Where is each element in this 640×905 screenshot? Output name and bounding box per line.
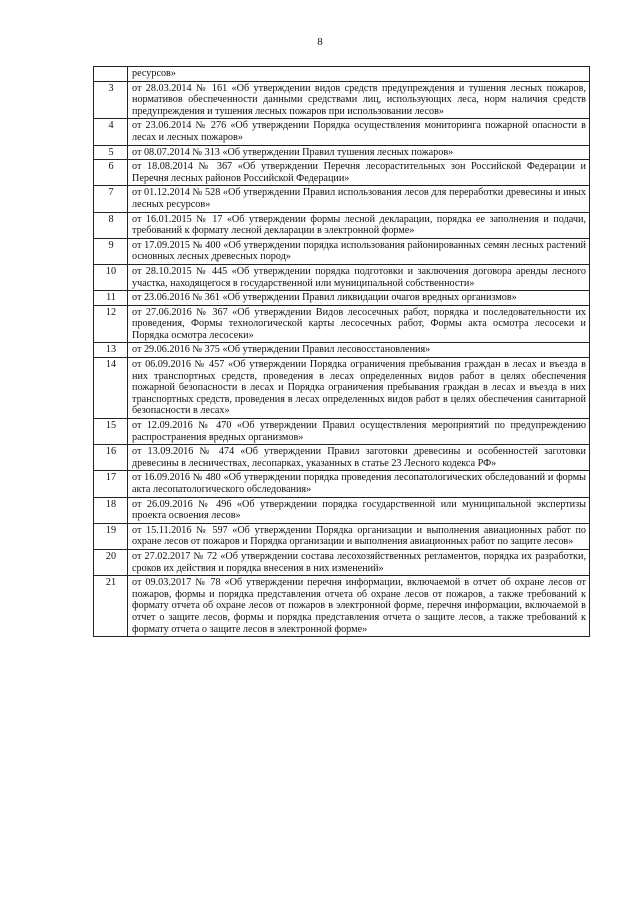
table-row <box>94 576 590 637</box>
row-text: от 23.06.2014 № 276 «Об утверждении Порядка осуществления мониторинга пожарной опасности в лесах и лесных пожаров» <box>128 119 590 145</box>
row-number: 19 <box>94 523 128 549</box>
row-number: 4 <box>94 119 128 145</box>
row-number: 10 <box>94 264 128 290</box>
table-row <box>94 445 590 471</box>
row-number: 20 <box>94 549 128 575</box>
table-row <box>94 145 590 160</box>
row-number: 5 <box>94 145 128 160</box>
table-row <box>94 186 590 212</box>
row-text: от 17.09.2015 № 400 «Об утверждении порядка использования районированных семян лесных растений основных лесных древесных пород» <box>128 238 590 264</box>
row-text: от 15.11.2016 № 597 «Об утверждении Порядка организации и выполнения авиационных работ по охране лесов от пожаров и Порядка организации и выполнения авиационных работ по защите лесов» <box>128 523 590 549</box>
row-text: от 23.06.2016 № 361 «Об утверждении Правил ликвидации очагов вредных организмов» <box>128 291 590 306</box>
table-row <box>94 419 590 445</box>
legal-acts-table <box>93 66 590 637</box>
table-row <box>94 549 590 575</box>
table-row <box>94 119 590 145</box>
page-number: 8 <box>317 36 323 48</box>
table-row <box>94 305 590 343</box>
row-number: 14 <box>94 358 128 419</box>
row-text: от 09.03.2017 № 78 «Об утверждении перечня информации, включаемой в отчет об охране лесов от пожаров, формы и порядка представления отчета об охране лесов от пожаров, а также требований к формату отчета об охране лесов от пожаров в электронной форме, перечня информации, включаемой в отчет о защите лесов, формы и порядка представления отчета о защите лесов, а также требований к формату отчета о защите лесов в электронной форме» <box>128 576 590 637</box>
row-number: 3 <box>94 81 128 119</box>
table-row <box>94 67 590 82</box>
table-row <box>94 497 590 523</box>
row-text: от 28.10.2015 № 445 «Об утверждении порядка подготовки и заключения договора аренды лесного участка, находящегося в государственной или муниципальной собственности» <box>128 264 590 290</box>
table-row <box>94 81 590 119</box>
table-row <box>94 160 590 186</box>
row-text: от 27.02.2017 № 72 «Об утверждении состава лесохозяйственных регламентов, порядка их разработки, сроков их действия и порядка внесения в них изменений» <box>128 549 590 575</box>
table-row <box>94 291 590 306</box>
row-number: 8 <box>94 212 128 238</box>
row-number: 17 <box>94 471 128 497</box>
table-row <box>94 523 590 549</box>
row-text: от 18.08.2014 № 367 «Об утверждении Перечня лесорастительных зон Российской Федерации и Перечня лесных районов Российской Федерации» <box>128 160 590 186</box>
row-number: 21 <box>94 576 128 637</box>
row-text: ресурсов» <box>128 67 590 82</box>
row-number: 16 <box>94 445 128 471</box>
row-text: от 06.09.2016 № 457 «Об утверждении Порядка ограничения пребывания граждан в лесах и въезда в них транспортных средств, проведения в лесах определенных видов работ в целях обеспечения пожарной безопасности в лесах и Порядка ограничения пребывания граждан в лесах и въезда в них транспортных средств, проведения в лесах определенных видов работ в целях обеспечения санитарной безопасности в лесах» <box>128 358 590 419</box>
row-text: от 16.09.2016 № 480 «Об утверждении порядка проведения лесопатологических обследований и формы акта лесопатологического обследования» <box>128 471 590 497</box>
row-number: 6 <box>94 160 128 186</box>
row-text: от 29.06.2016 № 375 «Об утверждении Правил лесовосстановления» <box>128 343 590 358</box>
table-row <box>94 212 590 238</box>
row-number: 15 <box>94 419 128 445</box>
row-text: от 01.12.2014 № 528 «Об утверждении Правил использования лесов для переработки древесины и иных лесных ресурсов» <box>128 186 590 212</box>
row-number: 11 <box>94 291 128 306</box>
row-text: от 08.07.2014 № 313 «Об утверждении Правил тушения лесных пожаров» <box>128 145 590 160</box>
table-row <box>94 264 590 290</box>
table-row <box>94 358 590 419</box>
table-row <box>94 471 590 497</box>
row-number: 7 <box>94 186 128 212</box>
row-number <box>94 67 128 82</box>
row-text: от 27.06.2016 № 367 «Об утверждении Видов лесосечных работ, порядка и последовательности их проведения, Формы технологической карты лесосечных работ, Формы акта осмотра лесосеки и Порядка осмотра лесосеки» <box>128 305 590 343</box>
row-number: 12 <box>94 305 128 343</box>
row-text: от 12.09.2016 № 470 «Об утверждении Правил осуществления мероприятий по предупреждению распространения вредных организмов» <box>128 419 590 445</box>
row-text: от 26.09.2016 № 496 «Об утверждении порядка государственной или муниципальной экспертизы проекта освоения лесов» <box>128 497 590 523</box>
row-text: от 28.03.2014 № 161 «Об утверждении видов средств предупреждения и тушения лесных пожаров, нормативов обеспеченности данными средствами лиц, использующих леса, норм наличия средств предупреждения и тушения лесных пожаров при использовании лесов» <box>128 81 590 119</box>
table-row <box>94 238 590 264</box>
row-number: 13 <box>94 343 128 358</box>
table-row <box>94 343 590 358</box>
row-text: от 13.09.2016 № 474 «Об утверждении Правил заготовки древесины и особенностей заготовки древесины в лесничествах, лесопарках, указанных в статье 23 Лесного кодекса РФ» <box>128 445 590 471</box>
row-text: от 16.01.2015 № 17 «Об утверждении формы лесной декларации, порядка ее заполнения и подачи, требований к формату лесной декларации в электронной форме» <box>128 212 590 238</box>
row-number: 9 <box>94 238 128 264</box>
row-number: 18 <box>94 497 128 523</box>
